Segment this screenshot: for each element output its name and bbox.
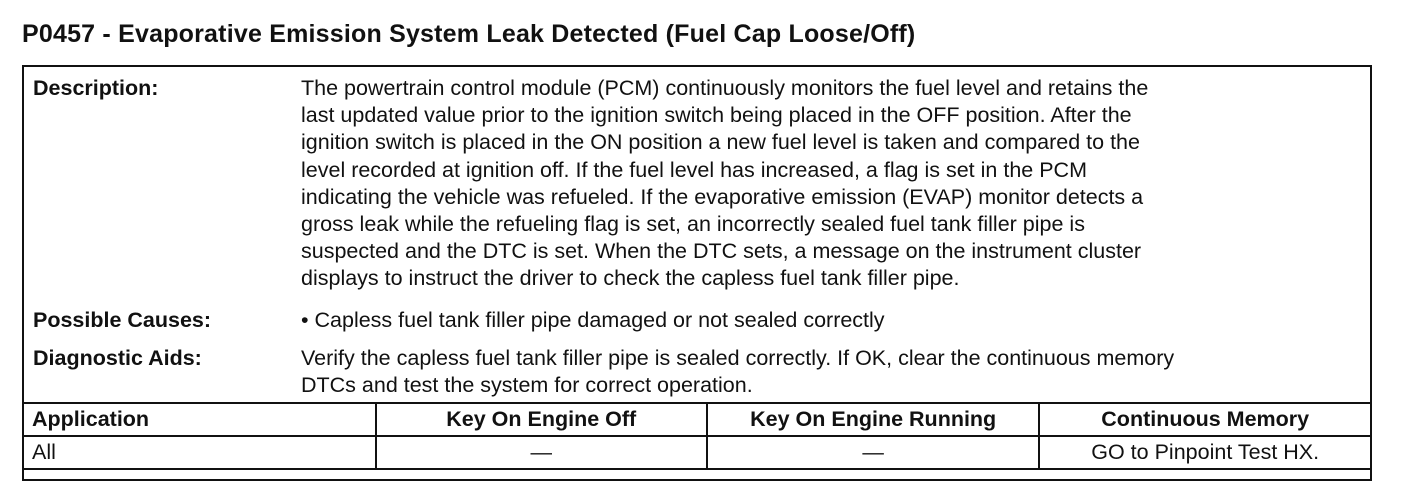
description-text <box>301 75 1371 293</box>
description-line: indicating the vehicle was refueled. If the evaporative emission (EVAP) monitor detects a <box>301 184 1144 209</box>
description-line: ignition switch is placed in the ON position a new fuel level is taken and compared to the <box>301 130 1140 155</box>
dtc-info-box <box>22 65 1372 481</box>
description-line: suspected and the DTC is set. When the DTC sets, a message on the instrument cluster <box>301 239 1142 264</box>
table-cell-application: All <box>23 436 376 469</box>
column-header-continuous-memory: Continuous Memory <box>1039 403 1371 436</box>
possible-cause-item: • Capless fuel tank filler pipe damaged or not sealed correctly <box>301 308 885 332</box>
diagnostic-aids-line: Verify the capless fuel tank filler pipe is sealed correctly. If OK, clear the continuous memory <box>301 346 1175 370</box>
table-cell-continuous-memory: GO to Pinpoint Test HX. <box>1039 436 1371 469</box>
table-header-row <box>23 403 1371 436</box>
description-line: gross leak while the refueling flag is set, an incorrectly sealed fuel tank filler pipe is <box>301 212 1085 237</box>
table-cell-key-on-engine-running: — <box>707 436 1039 469</box>
table-row <box>23 436 1371 469</box>
column-header-key-on-engine-off: Key On Engine Off <box>376 403 707 436</box>
table-cell-key-on-engine-off: — <box>376 436 707 469</box>
diagnostic-aids-line: DTCs and test the system for correct operation. <box>301 373 753 398</box>
diagnostic-aids-label: Diagnostic Aids: <box>33 346 202 370</box>
column-header-application: Application <box>23 403 376 436</box>
application-table <box>22 402 1372 470</box>
column-header-key-on-engine-running: Key On Engine Running <box>707 403 1039 436</box>
description-label: Description: <box>33 76 159 100</box>
description-line: last updated value prior to the ignition switch being placed in the OFF position. After the <box>301 103 1132 128</box>
page-title: P0457 - Evaporative Emission System Leak Detected (Fuel Cap Loose/Off) <box>22 20 916 48</box>
description-line: The powertrain control module (PCM) continuously monitors the fuel level and retains the <box>301 76 1149 100</box>
possible-causes-label: Possible Causes: <box>33 308 212 332</box>
possible-causes-list <box>301 307 1371 334</box>
description-line: displays to instruct the driver to check the capless fuel tank filler pipe. <box>301 266 960 291</box>
description-line: level recorded at ignition off. If the fuel level has increased, a flag is set in the PCM <box>301 157 1087 182</box>
diagnostic-aids-text <box>301 345 1371 399</box>
